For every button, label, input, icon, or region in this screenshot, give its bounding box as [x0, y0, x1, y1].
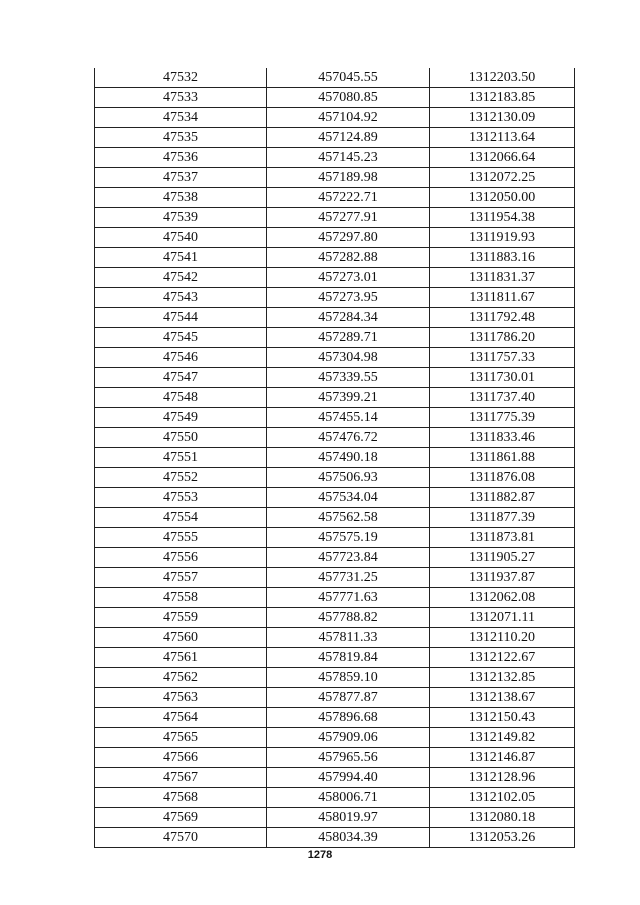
y-coordinate-cell: 1312203.50 [430, 68, 575, 88]
table-row [95, 88, 575, 108]
page-number: 1278 [307, 849, 333, 861]
table-row [95, 248, 575, 268]
y-coordinate-cell: 1312102.05 [430, 788, 575, 808]
x-coordinate-cell: 457534.04 [267, 488, 430, 508]
x-coordinate-cell: 457399.21 [267, 388, 430, 408]
y-coordinate-cell: 1312130.09 [430, 108, 575, 128]
x-coordinate-cell: 457080.85 [267, 88, 430, 108]
point-id-cell: 47549 [95, 408, 267, 428]
x-coordinate-cell: 457788.82 [267, 608, 430, 628]
point-id-cell: 47551 [95, 448, 267, 468]
point-id-cell: 47554 [95, 508, 267, 528]
y-coordinate-cell: 1311786.20 [430, 328, 575, 348]
table-row [95, 68, 575, 88]
point-id-cell: 47563 [95, 688, 267, 708]
table-row [95, 628, 575, 648]
point-id-cell: 47561 [95, 648, 267, 668]
table-row [95, 768, 575, 788]
x-coordinate-cell: 457506.93 [267, 468, 430, 488]
point-id-cell: 47534 [95, 108, 267, 128]
x-coordinate-cell: 457994.40 [267, 768, 430, 788]
y-coordinate-cell: 1312150.43 [430, 708, 575, 728]
table-row [95, 468, 575, 488]
point-id-cell: 47568 [95, 788, 267, 808]
x-coordinate-cell: 457045.55 [267, 68, 430, 88]
x-coordinate-cell: 457297.80 [267, 228, 430, 248]
table-row [95, 828, 575, 848]
table-row [95, 688, 575, 708]
x-coordinate-cell: 457189.98 [267, 168, 430, 188]
point-id-cell: 47565 [95, 728, 267, 748]
x-coordinate-cell: 457145.23 [267, 148, 430, 168]
y-coordinate-cell: 1312066.64 [430, 148, 575, 168]
x-coordinate-cell: 457771.63 [267, 588, 430, 608]
point-id-cell: 47548 [95, 388, 267, 408]
table-row [95, 448, 575, 468]
x-coordinate-cell: 457124.89 [267, 128, 430, 148]
table-row [95, 308, 575, 328]
point-id-cell: 47541 [95, 248, 267, 268]
y-coordinate-cell: 1311775.39 [430, 408, 575, 428]
y-coordinate-cell: 1312113.64 [430, 128, 575, 148]
y-coordinate-cell: 1311792.48 [430, 308, 575, 328]
y-coordinate-cell: 1312062.08 [430, 588, 575, 608]
table-row [95, 288, 575, 308]
point-id-cell: 47543 [95, 288, 267, 308]
y-coordinate-cell: 1311937.87 [430, 568, 575, 588]
y-coordinate-cell: 1311861.88 [430, 448, 575, 468]
x-coordinate-cell: 457896.68 [267, 708, 430, 728]
x-coordinate-cell: 457455.14 [267, 408, 430, 428]
x-coordinate-cell: 458034.39 [267, 828, 430, 848]
x-coordinate-cell: 457731.25 [267, 568, 430, 588]
point-id-cell: 47545 [95, 328, 267, 348]
y-coordinate-cell: 1312053.26 [430, 828, 575, 848]
x-coordinate-cell: 457304.98 [267, 348, 430, 368]
y-coordinate-cell: 1312183.85 [430, 88, 575, 108]
x-coordinate-cell: 457273.01 [267, 268, 430, 288]
y-coordinate-cell: 1311831.37 [430, 268, 575, 288]
point-id-cell: 47556 [95, 548, 267, 568]
coordinates-table [94, 68, 575, 848]
point-id-cell: 47535 [95, 128, 267, 148]
x-coordinate-cell: 457339.55 [267, 368, 430, 388]
table-row [95, 668, 575, 688]
table-row [95, 228, 575, 248]
y-coordinate-cell: 1312132.85 [430, 668, 575, 688]
point-id-cell: 47538 [95, 188, 267, 208]
table-row [95, 588, 575, 608]
table-row [95, 488, 575, 508]
table-row [95, 728, 575, 748]
x-coordinate-cell: 457490.18 [267, 448, 430, 468]
y-coordinate-cell: 1311873.81 [430, 528, 575, 548]
table-row [95, 528, 575, 548]
table-row [95, 128, 575, 148]
point-id-cell: 47537 [95, 168, 267, 188]
table-row [95, 328, 575, 348]
point-id-cell: 47567 [95, 768, 267, 788]
point-id-cell: 47546 [95, 348, 267, 368]
table-row [95, 508, 575, 528]
y-coordinate-cell: 1311883.16 [430, 248, 575, 268]
x-coordinate-cell: 457284.34 [267, 308, 430, 328]
y-coordinate-cell: 1312149.82 [430, 728, 575, 748]
y-coordinate-cell: 1312072.25 [430, 168, 575, 188]
table-row [95, 148, 575, 168]
table-row [95, 428, 575, 448]
coordinates-table-body [95, 68, 575, 848]
point-id-cell: 47566 [95, 748, 267, 768]
y-coordinate-cell: 1312110.20 [430, 628, 575, 648]
y-coordinate-cell: 1311811.67 [430, 288, 575, 308]
y-coordinate-cell: 1311877.39 [430, 508, 575, 528]
x-coordinate-cell: 457104.92 [267, 108, 430, 128]
table-row [95, 788, 575, 808]
point-id-cell: 47536 [95, 148, 267, 168]
table-row [95, 648, 575, 668]
point-id-cell: 47559 [95, 608, 267, 628]
table-row [95, 408, 575, 428]
x-coordinate-cell: 457965.56 [267, 748, 430, 768]
point-id-cell: 47553 [95, 488, 267, 508]
y-coordinate-cell: 1312050.00 [430, 188, 575, 208]
y-coordinate-cell: 1311737.40 [430, 388, 575, 408]
x-coordinate-cell: 457282.88 [267, 248, 430, 268]
y-coordinate-cell: 1312071.11 [430, 608, 575, 628]
x-coordinate-cell: 458006.71 [267, 788, 430, 808]
y-coordinate-cell: 1311833.46 [430, 428, 575, 448]
point-id-cell: 47552 [95, 468, 267, 488]
x-coordinate-cell: 457277.91 [267, 208, 430, 228]
point-id-cell: 47539 [95, 208, 267, 228]
y-coordinate-cell: 1311954.38 [430, 208, 575, 228]
table-row [95, 388, 575, 408]
x-coordinate-cell: 457562.58 [267, 508, 430, 528]
y-coordinate-cell: 1312128.96 [430, 768, 575, 788]
point-id-cell: 47550 [95, 428, 267, 448]
point-id-cell: 47560 [95, 628, 267, 648]
y-coordinate-cell: 1311905.27 [430, 548, 575, 568]
x-coordinate-cell: 457819.84 [267, 648, 430, 668]
table-row [95, 168, 575, 188]
table-row [95, 568, 575, 588]
x-coordinate-cell: 458019.97 [267, 808, 430, 828]
x-coordinate-cell: 457859.10 [267, 668, 430, 688]
point-id-cell: 47558 [95, 588, 267, 608]
table-row [95, 108, 575, 128]
x-coordinate-cell: 457811.33 [267, 628, 430, 648]
x-coordinate-cell: 457575.19 [267, 528, 430, 548]
y-coordinate-cell: 1312138.67 [430, 688, 575, 708]
y-coordinate-cell: 1311757.33 [430, 348, 575, 368]
y-coordinate-cell: 1311730.01 [430, 368, 575, 388]
point-id-cell: 47557 [95, 568, 267, 588]
x-coordinate-cell: 457222.71 [267, 188, 430, 208]
point-id-cell: 47533 [95, 88, 267, 108]
point-id-cell: 47564 [95, 708, 267, 728]
y-coordinate-cell: 1312146.87 [430, 748, 575, 768]
table-row [95, 268, 575, 288]
point-id-cell: 47555 [95, 528, 267, 548]
y-coordinate-cell: 1311919.93 [430, 228, 575, 248]
table-row [95, 608, 575, 628]
table-row [95, 368, 575, 388]
table-row [95, 208, 575, 228]
table-row [95, 188, 575, 208]
y-coordinate-cell: 1311876.08 [430, 468, 575, 488]
point-id-cell: 47542 [95, 268, 267, 288]
y-coordinate-cell: 1312122.67 [430, 648, 575, 668]
x-coordinate-cell: 457273.95 [267, 288, 430, 308]
x-coordinate-cell: 457289.71 [267, 328, 430, 348]
y-coordinate-cell: 1311882.87 [430, 488, 575, 508]
x-coordinate-cell: 457877.87 [267, 688, 430, 708]
x-coordinate-cell: 457909.06 [267, 728, 430, 748]
x-coordinate-cell: 457723.84 [267, 548, 430, 568]
table-row [95, 808, 575, 828]
point-id-cell: 47562 [95, 668, 267, 688]
point-id-cell: 47540 [95, 228, 267, 248]
point-id-cell: 47532 [95, 68, 267, 88]
table-row [95, 708, 575, 728]
point-id-cell: 47570 [95, 828, 267, 848]
point-id-cell: 47569 [95, 808, 267, 828]
point-id-cell: 47547 [95, 368, 267, 388]
table-row [95, 748, 575, 768]
table-row [95, 548, 575, 568]
y-coordinate-cell: 1312080.18 [430, 808, 575, 828]
point-id-cell: 47544 [95, 308, 267, 328]
x-coordinate-cell: 457476.72 [267, 428, 430, 448]
table-row [95, 348, 575, 368]
